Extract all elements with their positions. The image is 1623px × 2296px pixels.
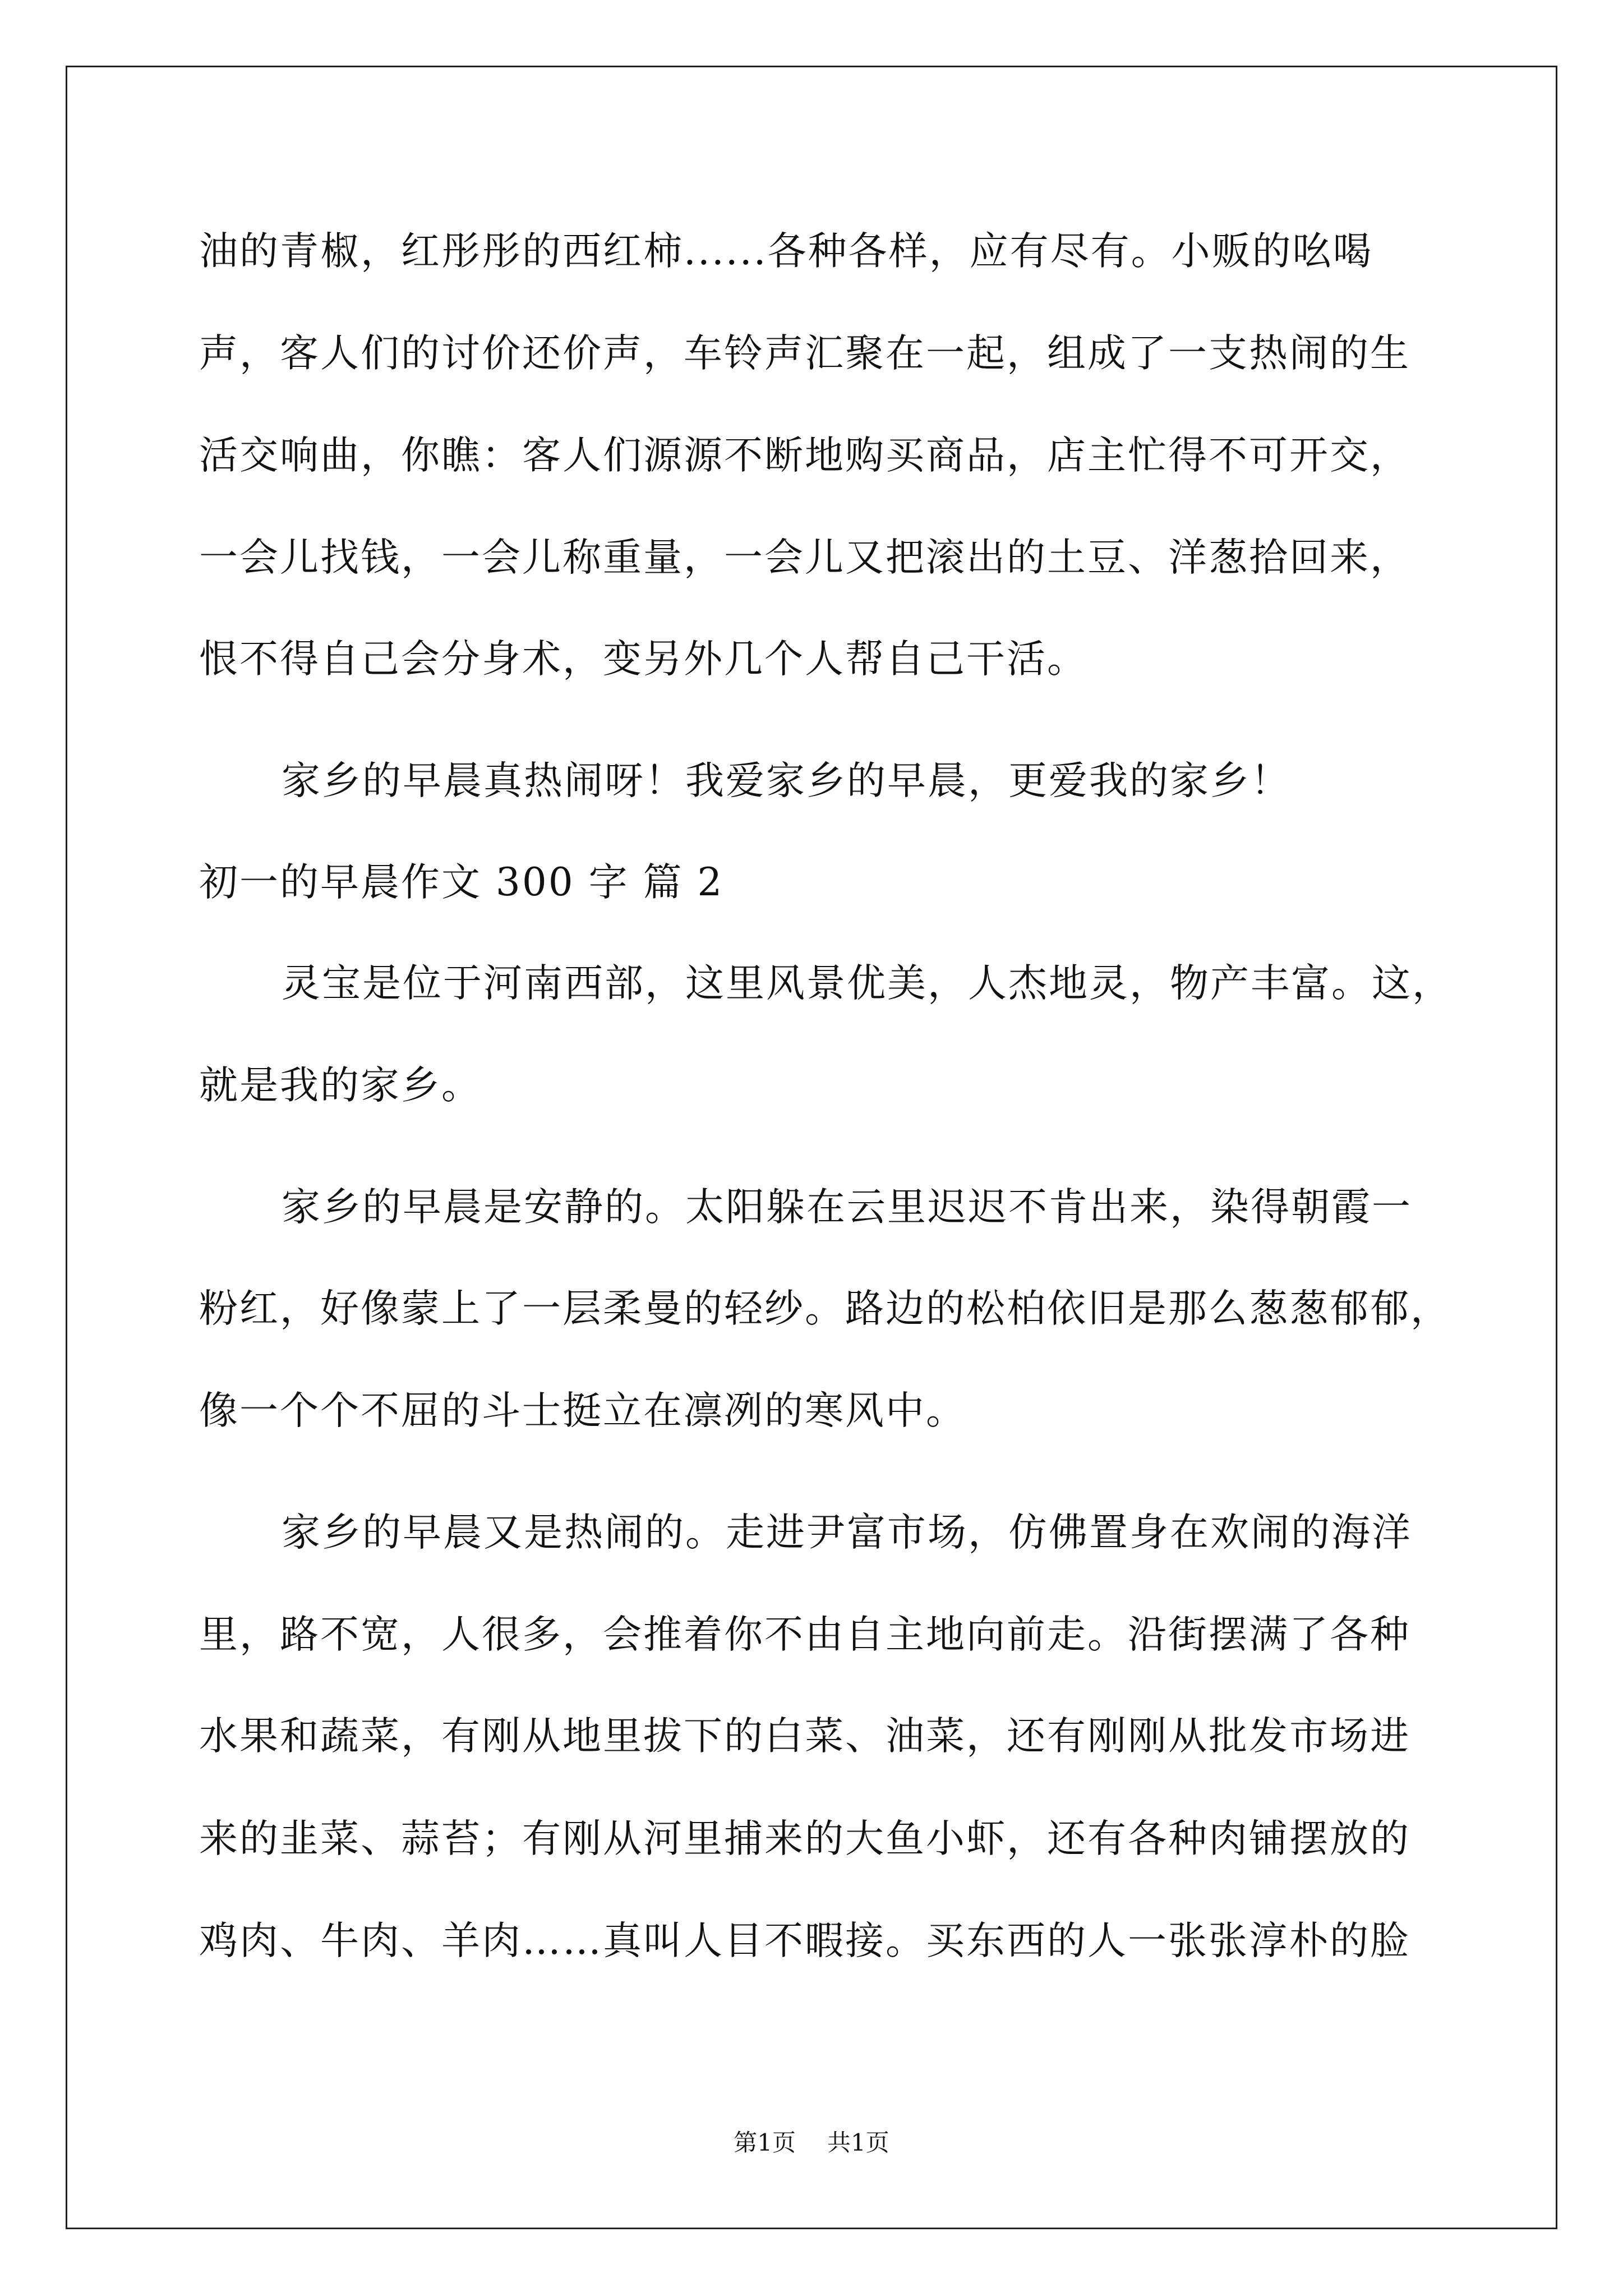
page-border	[66, 66, 1557, 2229]
page-footer	[0, 2126, 1623, 2160]
paragraph-start: 灵宝是位于河南西部，这里风景优美，人杰地灵，物产丰富。这，	[282, 961, 1453, 1006]
text-line: 声，客人们的讨价还价声，车铃声汇聚在一起，组成了一支热闹的生	[199, 331, 1410, 376]
text-line: 水果和蔬菜，有刚从地里拔下的白菜、油菜，还有刚刚从批发市场进	[199, 1714, 1410, 1759]
text-line: 一会儿找钱，一会儿称重量，一会儿又把滚出的土豆、洋葱拾回来，	[199, 535, 1410, 580]
text-line: 里，路不宽，人很多，会推着你不由自主地向前走。沿街摆满了各种	[199, 1612, 1410, 1657]
text-line: 来的韭菜、蒜苔；有刚从河里捕来的大鱼小虾，还有各种肉铺摆放的	[199, 1816, 1410, 1861]
text-line: 像一个个不屈的斗士挺立在凛冽的寒风中。	[199, 1388, 966, 1433]
text-line: 活交响曲，你瞧：客人们源源不断地购买商品，店主忙得不可开交，	[199, 433, 1410, 478]
page-total: 共1页	[827, 2129, 889, 2156]
text-line: 粉红，好像蒙上了一层柔曼的轻纱。路边的松柏依旧是那么葱葱郁郁，	[199, 1286, 1451, 1331]
paragraph-start: 家乡的早晨真热闹呀！我爱家乡的早晨，更爱我的家乡！	[282, 758, 1291, 803]
paragraph-start: 家乡的早晨又是热闹的。走进尹富市场，仿佛置身在欢闹的海洋	[282, 1510, 1412, 1555]
paragraph-start: 家乡的早晨是安静的。太阳躲在云里迟迟不肯出来，染得朝霞一	[282, 1185, 1412, 1230]
text-line: 恨不得自己会分身术，变另外几个人帮自己干活。	[199, 637, 1087, 682]
text-line: 就是我的家乡。	[199, 1063, 482, 1108]
text-line: 鸡肉、牛肉、羊肉……真叫人目不暇接。买东西的人一张张淳朴的脸	[199, 1918, 1410, 1963]
page-number: 第1页	[734, 2129, 796, 2156]
section-heading: 初一的早晨作文 300 字 篇 2	[199, 860, 724, 905]
text-line: 油的青椒，红彤彤的西红柿......各种各样，应有尽有。小贩的吆喝	[199, 229, 1373, 274]
